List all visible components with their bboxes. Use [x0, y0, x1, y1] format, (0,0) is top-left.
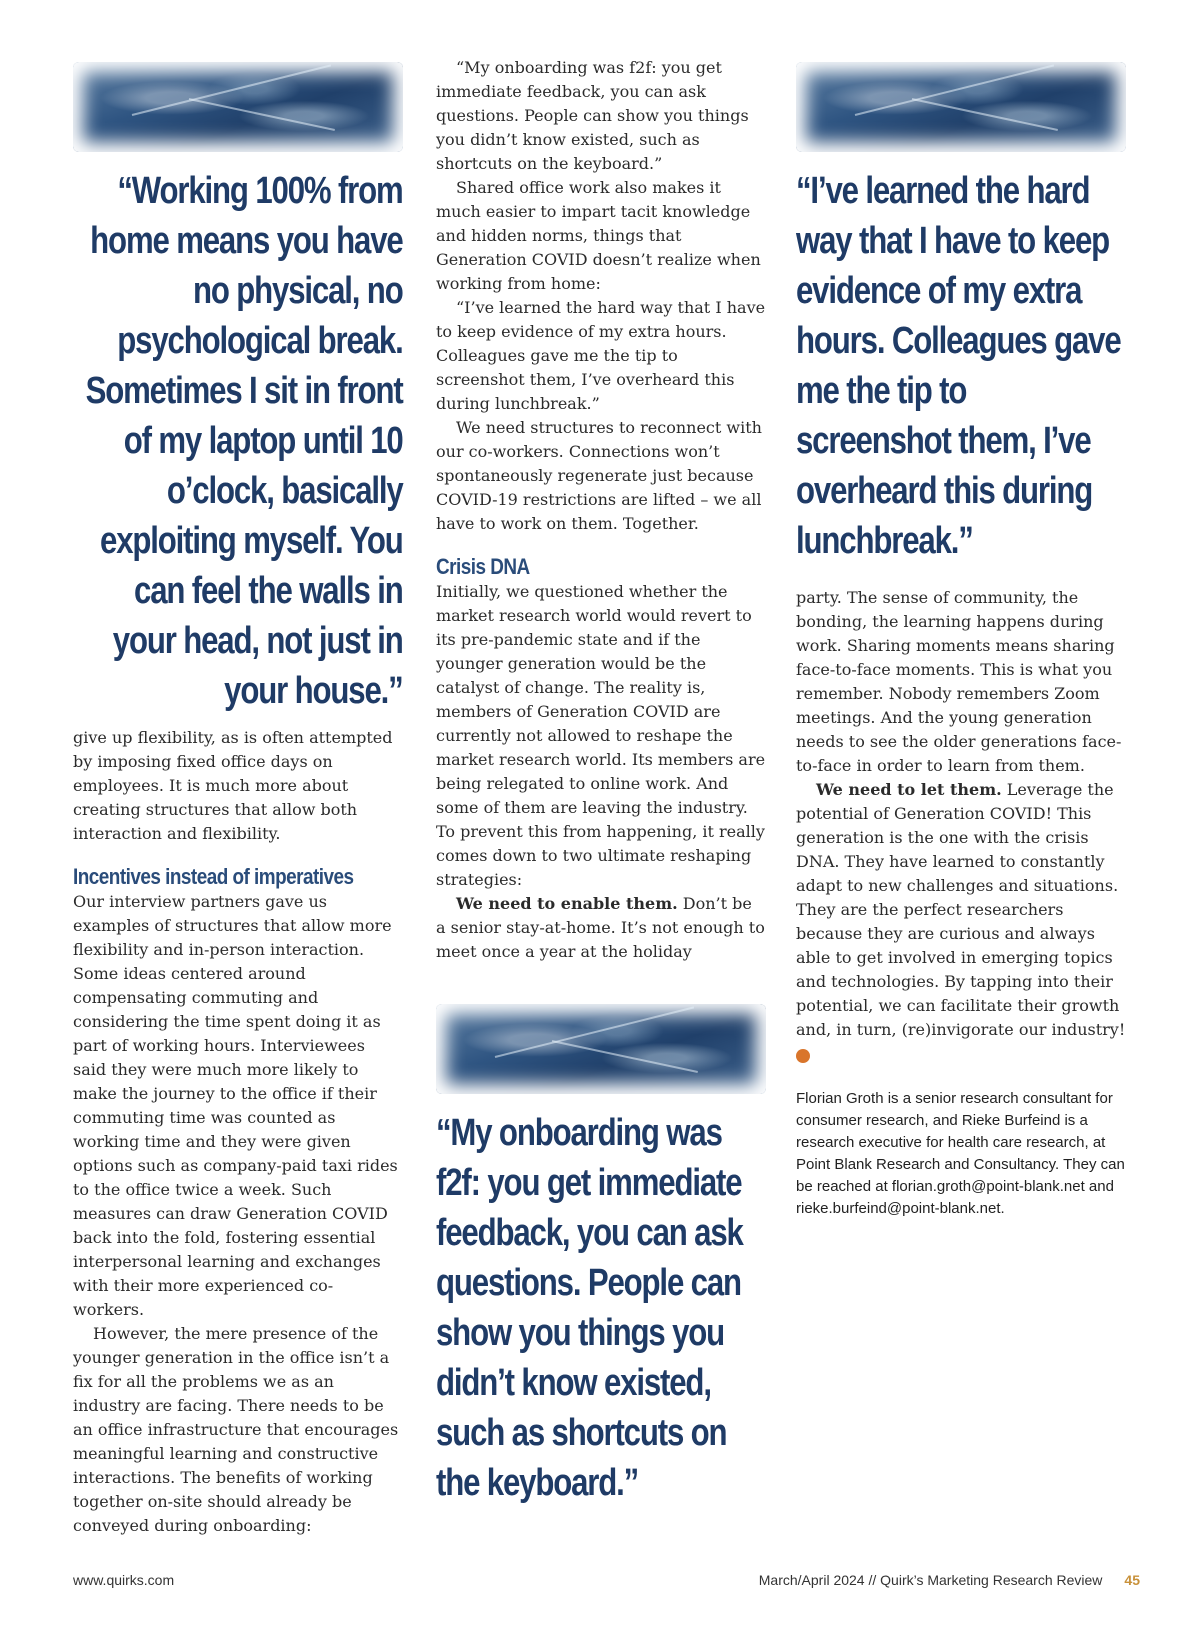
body-text	[73, 726, 403, 846]
page-number: 45	[1124, 1572, 1140, 1588]
paragraph-rest: Don’t be a senior stay-at-home. It’s not enough to meet once a year at the holiday	[436, 894, 765, 961]
author-bio: Florian Groth is a senior research consultant for consumer research, and Rieke Burfeind is a research executive for health care research, at Point Blank Research and Consultancy. They can be reached at florian.groth@point-blank.net and rieke.burfeind@point-blank.net.	[796, 1090, 1125, 1217]
body-text	[436, 56, 766, 536]
pull-quote: “Working 100% from home means you have no physical, no psychological break. Sometimes I sit in front of my laptop until 10 o’clock, basically exploiting myself. You can feel the walls in your head, not just in your house.”	[86, 170, 404, 712]
pull-quote: “My onboarding was f2f: you get immediate feedback, you can ask questions. People can show you things you didn’t know existed, such as shortcuts on the keyboard.”	[436, 1112, 743, 1504]
body-text	[436, 580, 766, 964]
frost-banner-image	[796, 62, 1126, 152]
bold-lead: We need to enable them.	[456, 894, 678, 913]
frost-banner-image	[436, 1004, 766, 1094]
paragraph	[796, 778, 1126, 1066]
paragraph: “My onboarding was f2f: you get immediate feedback, you can ask questions. People can show you things you didn’t know existed, such as shortcuts on the keyboard.”	[436, 58, 749, 173]
issue-label: March/April 2024 // Quirk’s Marketing Research Review	[758, 1572, 1103, 1588]
paragraph: give up flexibility, as is often attempted by imposing fixed office days on employees. It is much more about creating structures that allow both interaction and flexibility.	[73, 728, 393, 843]
paragraph-rest: Leverage the potential of Generation COVID! This generation is the one with the crisis DNA. They have learned to constantly adapt to new challenges and situations. They are the perfect researchers because they are curious and always able to get involved in emerging topics and technologies. By tapping into their potential, we can facilitate their growth and, in turn, (re)invigorate our industry!	[796, 780, 1126, 1039]
paragraph: “I’ve learned the hard way that I have to keep evidence of my extra hours. Colleagues gave me the tip to screenshot them, I’ve overheard this during lunchbreak.”	[436, 298, 766, 413]
pull-quote: “I’ve learned the hard way that I have to keep evidence of my extra hours. Colleagues gave me the tip to screenshot them, I’ve overheard this during lunchbreak.”	[796, 170, 1121, 562]
section-heading: Crisis DNA	[436, 554, 530, 579]
body-text	[796, 586, 1126, 1066]
footer-website[interactable]: www.quirks.com	[73, 1572, 175, 1588]
paragraph: However, the mere presence of the younger generation in the office isn’t a fix for all the problems we as an industry are facing. There needs to be an office infrastructure that encourages meaningful learning and constructive interactions. The benefits of working together on-site should already be conveyed during onboarding:	[73, 1324, 399, 1535]
paragraph: Our interview partners gave us examples of structures that allow more flexibility and in-person interaction. Some ideas centered around compensating commuting and considering the time spent doing it as part of working hours. Interviewees said they were much more likely to make the journey to the office if their commuting time was counted as working time and they were given options such as company-paid taxi rides to the office twice a week. Such measures can draw Generation COVID back into the fold, fostering essential interpersonal learning and exchanges with their more experienced co-workers.	[73, 892, 398, 1319]
quirks-end-mark-icon: Q	[796, 1049, 810, 1063]
paragraph: We need structures to reconnect with our co-workers. Connections won’t spontaneously regenerate just because COVID-19 restrictions are lifted – we all have to work on them. Together.	[436, 418, 762, 533]
frost-banner-image	[73, 62, 403, 152]
paragraph: Initially, we questioned whether the market research world would revert to its pre-pandemic state and if the younger generation would be the catalyst of change. The reality is, members of Generation COVID are currently not allowed to reshape the market research world. Its members are being relegated to online work. And some of them are leaving the industry. To prevent this from happening, it really comes down to two ultimate reshaping strategies:	[436, 582, 766, 889]
paragraph	[436, 892, 766, 964]
column-2	[436, 56, 766, 1508]
column-1	[73, 62, 403, 1538]
paragraph: Shared office work also makes it much easier to impart tacit knowledge and hidden norms, things that Generation COVID doesn’t realize when working from home:	[436, 178, 761, 293]
paragraph: party. The sense of community, the bonding, the learning happens during work. Sharing moments means sharing face-to-face moments. This is what you remember. Nobody remembers Zoom meetings. And the young generation needs to see the older generations face-to-face in order to learn from them.	[796, 588, 1122, 775]
footer-issue	[759, 1572, 1140, 1588]
bold-lead: We need to let them.	[816, 780, 1002, 799]
section-heading: Incentives instead of imperatives	[73, 864, 354, 889]
column-3	[796, 62, 1126, 1220]
body-text	[73, 890, 403, 1538]
